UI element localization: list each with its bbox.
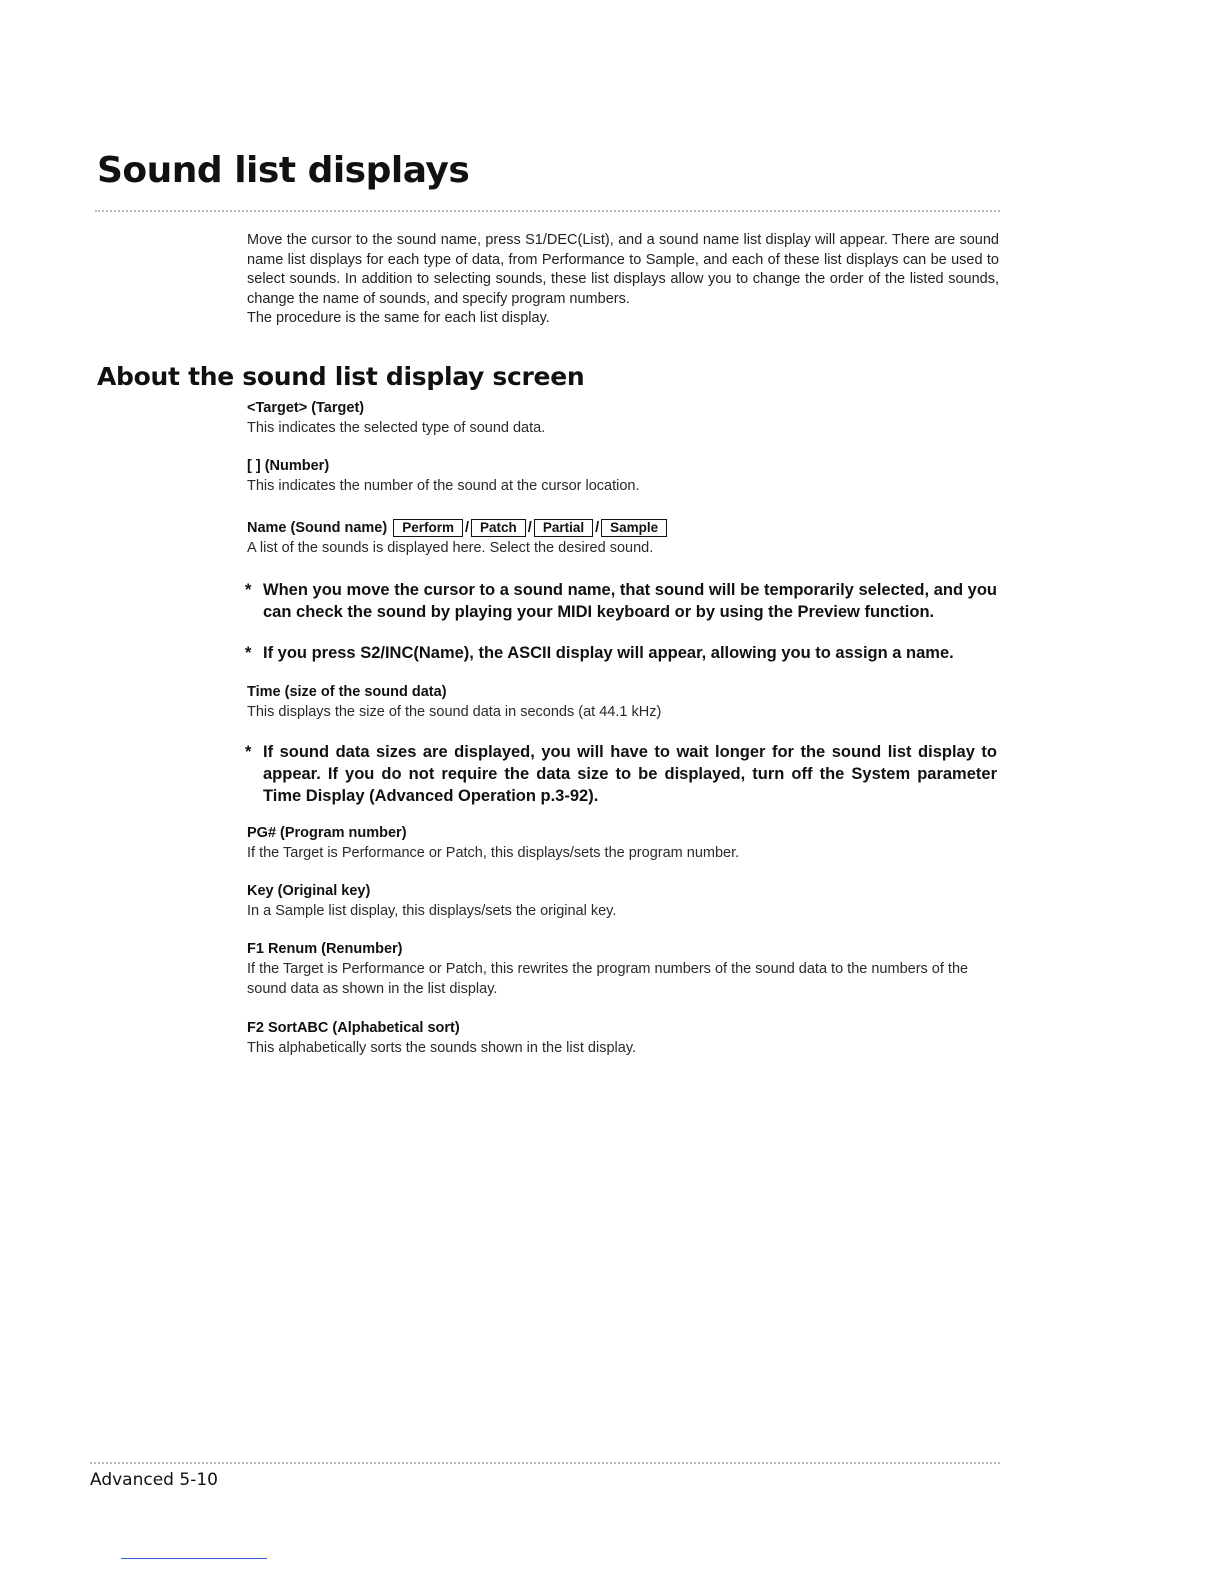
key-item [247, 881, 999, 921]
note-data-size [245, 741, 997, 807]
footer-divider [90, 1462, 1000, 1464]
time-item [247, 682, 999, 722]
note-bullet: * [245, 581, 252, 599]
f2-label: F2 SortABC (Alphabetical sort) [247, 1020, 460, 1036]
name-item [247, 518, 999, 558]
tag-sample: Sample [601, 519, 667, 537]
page-footer: Advanced 5-10 [90, 1470, 218, 1490]
number-item [247, 456, 999, 496]
f2-item [247, 1018, 999, 1058]
f2-desc: This alphabetically sorts the sounds shown in the list display. [247, 1040, 637, 1056]
f1-item [247, 939, 999, 999]
time-desc: This displays the size of the sound data in seconds (at 44.1 kHz) [247, 704, 662, 720]
note-ascii-text: If you press S2/INC(Name), the ASCII display will appear, allowing you to assign a name. [263, 644, 954, 662]
time-label: Time (size of the sound data) [247, 684, 447, 700]
pg-desc: If the Target is Performance or Patch, this displays/sets the program number. [247, 845, 740, 861]
page-title: Sound list displays [97, 150, 470, 191]
key-desc: In a Sample list display, this displays/sets the original key. [247, 903, 617, 919]
note-ascii [245, 642, 997, 664]
note-preview-text: When you move the cursor to a sound name, that sound will be temporarily selected, and you can check the sound by playing your MIDI keyboard or by using the Preview function. [263, 581, 997, 621]
number-label: [ ] (Number) [247, 458, 330, 474]
note-preview [245, 579, 997, 623]
pg-label: PG# (Program number) [247, 825, 407, 841]
name-label-row [247, 518, 999, 538]
section-title: About the sound list display screen [97, 362, 585, 391]
tag-separator: / [527, 520, 532, 536]
name-desc: A list of the sounds is displayed here. Select the desired sound. [247, 540, 654, 556]
note-bullet: * [245, 743, 252, 761]
bottom-underline [121, 1558, 267, 1559]
tag-separator: / [464, 520, 470, 536]
f1-label: F1 Renum (Renumber) [247, 941, 403, 957]
tag-separator: / [595, 520, 600, 536]
number-desc: This indicates the number of the sound at the cursor location. [247, 478, 640, 494]
tag-partial: Partial [534, 519, 593, 537]
target-item [247, 398, 999, 438]
title-divider [95, 210, 1000, 212]
intro-procedure-line: The procedure is the same for each list display. [247, 310, 550, 326]
name-label: Name (Sound name) [247, 520, 388, 536]
intro-paragraph: Move the cursor to the sound name, press S1/DEC(List), and a sound name list display will appear. There are sound name list displays for each type of data, from Performance to Sample, and each of these list displays can be used to select sounds. In addition to selecting sounds, these list displays allow you to change the order of the listed sounds, change the name of sounds, and specify program numbers. [247, 232, 999, 307]
target-label: <Target> (Target) [247, 400, 365, 416]
target-desc: This indicates the selected type of sound data. [247, 420, 546, 436]
tag-perform: Perform [393, 519, 463, 537]
tag-patch: Patch [471, 519, 526, 537]
key-label: Key (Original key) [247, 883, 371, 899]
f1-desc: If the Target is Performance or Patch, this rewrites the program numbers of the sound data to the numbers of the sound data as shown in the list display. [247, 961, 969, 997]
note-bullet: * [245, 644, 252, 662]
pg-item [247, 823, 999, 863]
intro-text [247, 231, 999, 329]
note-data-size-text: If sound data sizes are displayed, you will have to wait longer for the sound list display to appear. If you do not require the data size to be displayed, turn off the System parameter Time Display (Advanced Operation p.3-92). [263, 743, 997, 805]
